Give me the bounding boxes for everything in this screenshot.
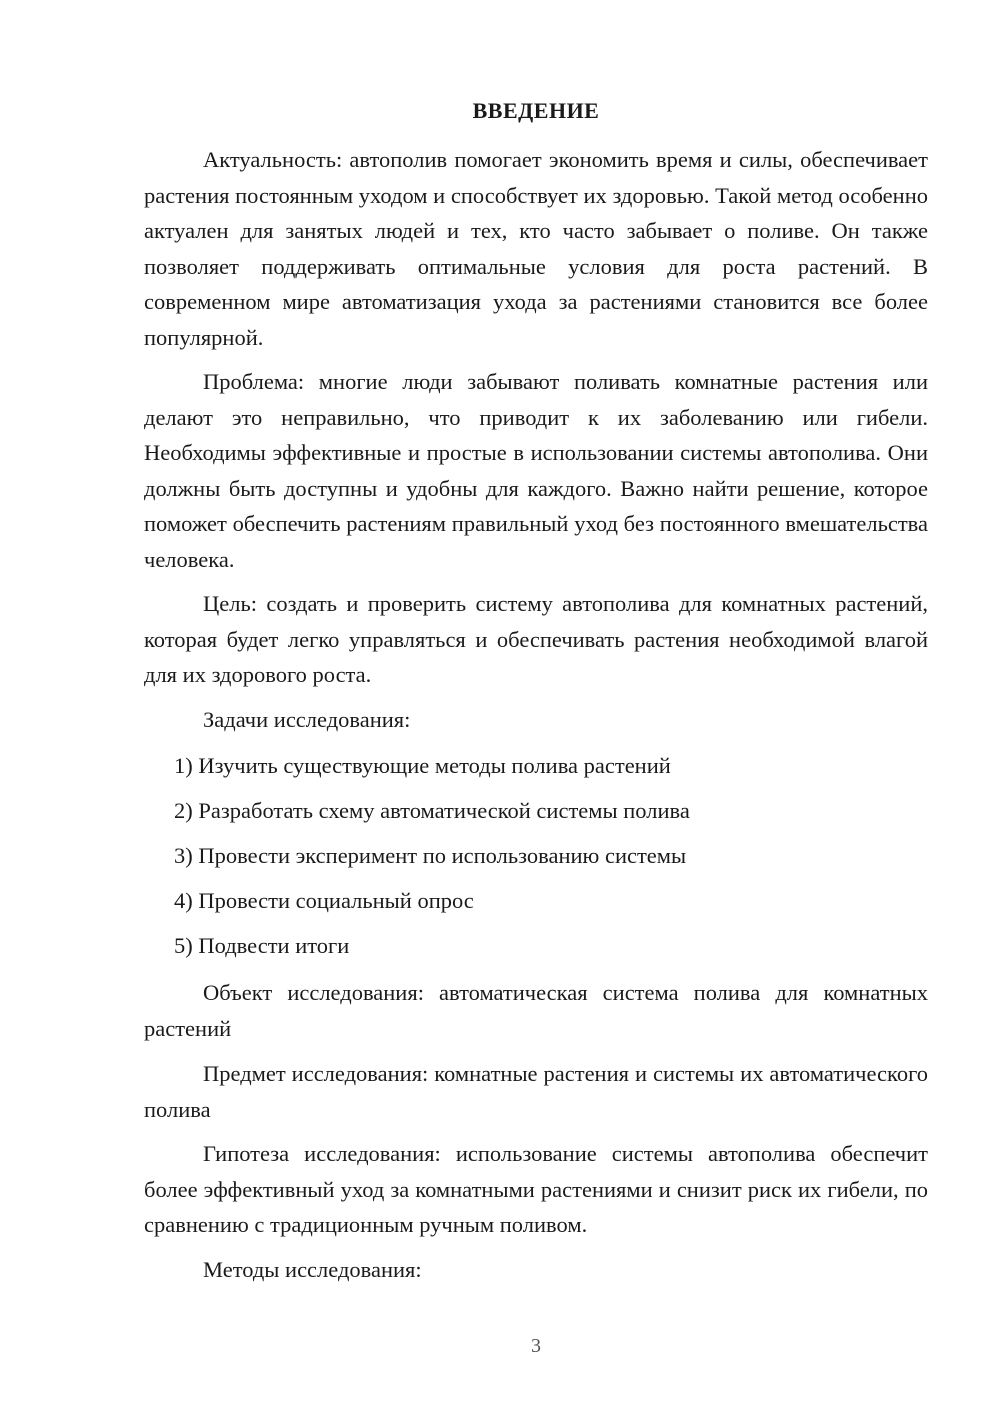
- hypothesis-paragraph: Гипотеза исследования: использование системы автополива обеспечит более эффективный уход за комнатными растениями и снизит риск их гибели, по сравнению с традиционным ручным поливом.: [144, 1141, 928, 1237]
- page-title: ВВЕДЕНИЕ: [472, 98, 600, 123]
- list-item: 3) Провести эксперимент по использованию системы: [174, 843, 687, 868]
- tasks-heading: Задачи исследования:: [203, 707, 411, 732]
- methods-heading: Методы исследования:: [203, 1257, 422, 1282]
- list-item: 2) Разработать схему автоматической системы полива: [174, 798, 690, 823]
- list-item: 5) Подвести итоги: [174, 933, 350, 958]
- object-paragraph: Объект исследования: автоматическая система полива для комнатных растений: [144, 980, 928, 1041]
- list-item: 1) Изучить существующие методы полива растений: [174, 753, 671, 778]
- problem-paragraph: Проблема: многие люди забывают поливать комнатные растения или делают это неправильно, что приводит к их заболеванию или гибели. Необходимы эффективные и простые в использовании системы автополива. Они должны быть доступны и удобны для каждого. Важно найти решение, которое поможет обеспечить растениям правильный уход без постоянного вмешательства человека.: [144, 369, 928, 572]
- list-item: 4) Провести социальный опрос: [174, 888, 474, 913]
- relevance-paragraph: Актуальность: автополив помогает экономить время и силы, обеспечивает растения постоянным уходом и способствует их здоровью. Такой метод особенно актуален для занятых людей и тех, кто часто забывает о поливе. Он также позволяет поддерживать оптимальные условия для роста растений. В современном мире автоматизация ухода за растениями становится все более популярной.: [144, 147, 928, 350]
- goal-paragraph: Цель: создать и проверить систему автополива для комнатных растений, которая будет легко управляться и обеспечивать растения необходимой влагой для их здорового роста.: [144, 591, 928, 687]
- subject-paragraph: Предмет исследования: комнатные растения и системы их автоматического полива: [144, 1061, 928, 1122]
- page-number: 3: [531, 1335, 541, 1357]
